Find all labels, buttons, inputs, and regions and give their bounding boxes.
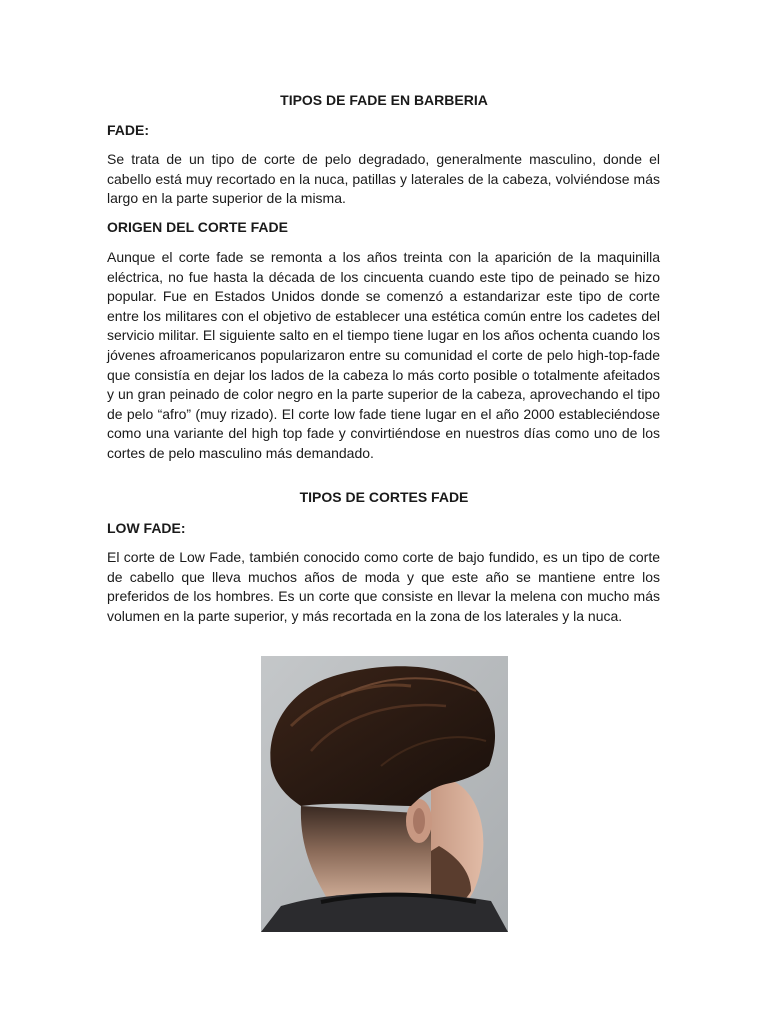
heading-fade: FADE: — [107, 122, 149, 138]
heading-tipos: TIPOS DE CORTES FADE — [299, 489, 469, 505]
paragraph-fade: Se trata de un tipo de corte de pelo degradado, generalmente masculino, donde el cabello está muy recortado en la nuca, patillas y laterales de la cabeza, volviéndose más largo en la parte superior de la misma. — [107, 151, 660, 207]
heading-low-fade: LOW FADE: — [107, 520, 186, 536]
paragraph-origen: Aunque el corte fade se remonta a los años treinta con la aparición de la maquinilla eléctrica, no fue hasta la década de los cincuenta cuando este tipo de peinado se hizo popular. Fue en Estados Unidos donde se comenzó a estandarizar este tipo de corte entre los militares con el objetivo de establecer una estética común entre los cadetes del servicio militar. El siguiente salto en el tiempo tiene lugar en los años ochenta cuando los jóvenes afroamericanos popularizaron entre su comunidad el corte de pelo high-top-fade que consistía en dejar los lados de la cabeza lo más corto posible o totalmente afeitados y un gran peinado de color negro en la parte superior de la cabeza, aprovechando el tipo de pelo “afro” (muy rizado). El corte low fade tiene lugar en el año 2000 estableciéndose como una variante del high top fade y convirtiéndose en nuestros días como uno de los cortes de pelo masculino más demandado. — [107, 249, 660, 461]
paragraph-low-fade: El corte de Low Fade, también conocido como corte de bajo fundido, es un tipo de corte de cabello que lleva muchos años de moda y que este año se mantiene entre los preferidos de los hombres. Es un corte que consiste en llevar la melena con mucho más volumen en la parte superior, y más recortada en la zona de los laterales y la nuca. — [107, 549, 660, 624]
low-fade-haircut-photo — [261, 656, 508, 932]
document-title: TIPOS DE FADE EN BARBERIA — [280, 92, 488, 108]
heading-origen: ORIGEN DEL CORTE FADE — [107, 219, 288, 235]
